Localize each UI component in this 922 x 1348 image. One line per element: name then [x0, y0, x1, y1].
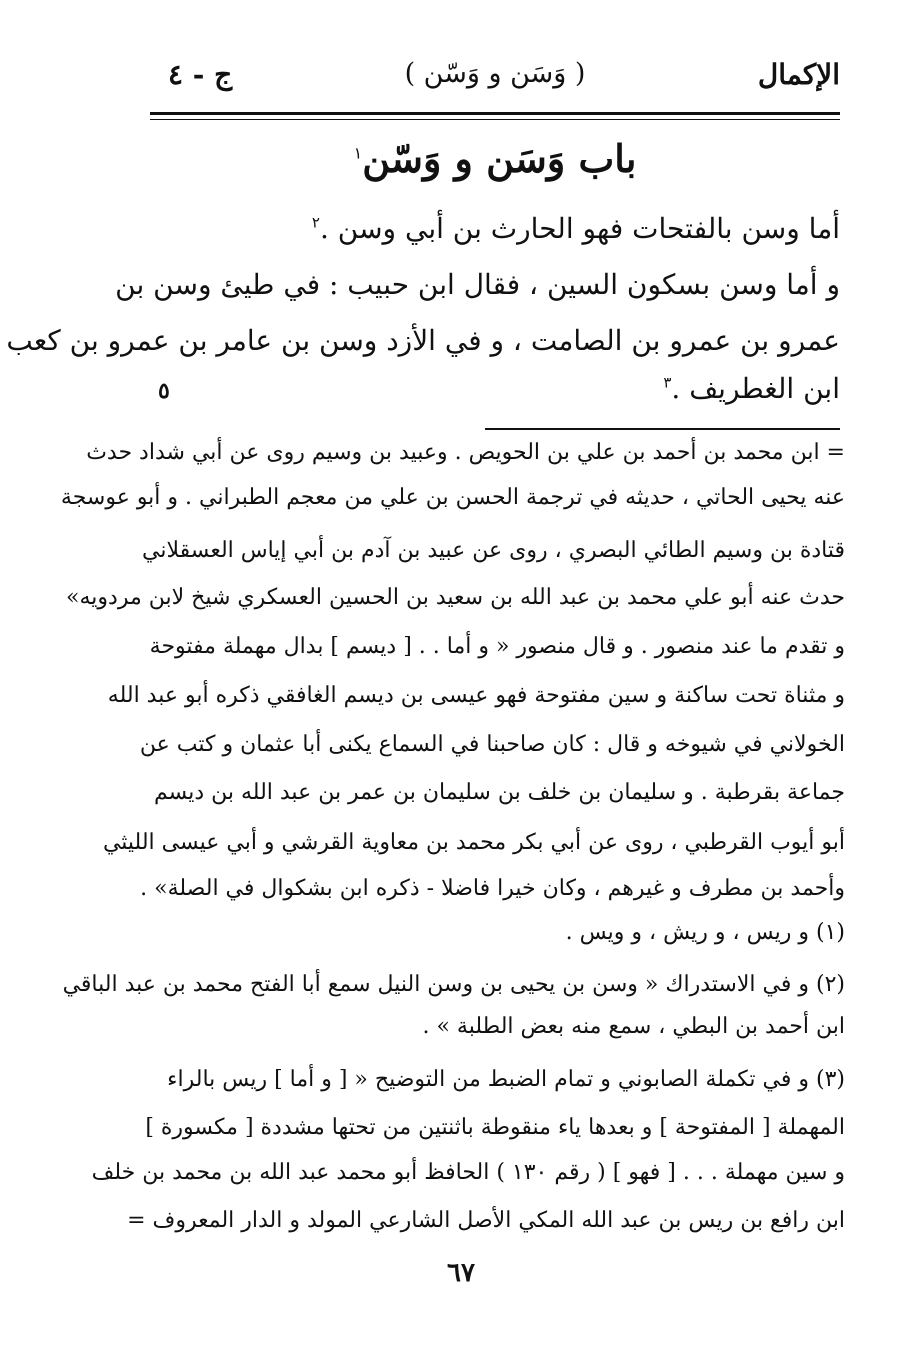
footnote-line: = ابن محمد بن أحمد بن علي بن الحويص . وعبيد بن وسيم روى عن أبي شداد حدث: [86, 440, 845, 465]
footnote-line: قتادة بن وسيم الطائي البصري ، روى عن عبيد بن آدم بن أبي إياس العسقلاني: [141, 538, 845, 563]
footnote-line: (١) و ريس ، و ريش ، و ويس .: [565, 920, 845, 945]
body-line: [115, 268, 840, 301]
body-line-text: ابن الغطريف .: [671, 372, 840, 405]
body-line-text: و أما وسن بسكون السين ، فقال ابن حبيب : في طيئ وسن بن: [115, 268, 840, 301]
body-note-mark: ٢: [311, 213, 320, 232]
footnote-line: و سين مهملة . . . [ فهو ] ( رقم ١٣٠ ) الحافظ أبو محمد عبد الله بن محمد بن خلف: [91, 1160, 845, 1185]
footnote-line: الخولاني في شيوخه و قال : كان صاحبنا في السماع يكنى أبا عثمان و كتب عن: [139, 732, 845, 757]
chapter-title-text: باب وَسَن و وَسّن: [362, 136, 637, 181]
footnote-line: حدث عنه أبو علي محمد بن عبد الله بن سعيد بن الحسين العسكري شيخ لابن مردويه»: [66, 585, 845, 610]
running-header: [150, 58, 840, 106]
chapter-note-mark: ١: [353, 143, 363, 163]
footnote-line: ابن أحمد بن البطي ، سمع منه بعض الطلبة » .: [422, 1014, 845, 1039]
footnote-line: و مثناة تحت ساكنة و سين مفتوحة فهو عيسى بن ديسم الغافقي ذكره أبو عبد الله: [107, 683, 845, 708]
body-line-text: أما وسن بالفتحات فهو الحارث بن أبي وسن .: [319, 212, 840, 245]
page-number: ٦٧: [447, 1258, 475, 1288]
header-rule-thin: [150, 119, 840, 120]
header-rule-thick: [150, 112, 840, 115]
line-number: ٥: [158, 378, 170, 404]
body-note-mark: ٣: [663, 373, 672, 392]
body-line: [6, 324, 840, 357]
footnote-separator: [485, 428, 840, 430]
footnote-line: (٢) و في الاستدراك « وسن بن يحيى بن وسن النيل سمع أبا الفتح محمد بن عبد الباقي: [62, 972, 845, 997]
footnote-line: ابن رافع بن ريس بن عبد الله المكي الأصل الشارعي المولد و الدار المعروف =: [127, 1208, 845, 1233]
footnote-line: عنه يحيى الحاتي ، حديثه في ترجمة الحسن بن علي من معجم الطبراني . و أبو عوسجة: [60, 485, 845, 510]
body-line: [175, 372, 840, 405]
footnote-line: المهملة [ المفتوحة ] و بعدها ياء منقوطة باثنتين من تحتها مشددة [ مكسورة ]: [145, 1115, 845, 1140]
header-book-title: الإكمال: [757, 58, 840, 91]
footnote-line: أبو أيوب القرطبي ، روى عن أبي بكر محمد بن معاوية القرشي و أبي عيسى الليثي: [102, 830, 845, 855]
header-section-title: ( وَسَن و وَسّن ): [404, 58, 586, 89]
chapter-title: [150, 136, 840, 181]
header-volume: ج - ٤: [168, 58, 233, 91]
footnote-line: و تقدم ما عند منصور . و قال منصور « و أما . . [ ديسم ] بدال مهملة مفتوحة: [149, 634, 845, 659]
footnote-line: (٣) و في تكملة الصابوني و تمام الضبط من التوضيح « [ و أما ] ريس بالراء: [167, 1067, 845, 1092]
footnote-line: جماعة بقرطبة . و سليمان بن خلف بن سليمان بن عمر بن عبد الله بن ديسم: [153, 780, 845, 805]
body-line-text: عمرو بن عمرو بن الصامت ، و في الأزد وسن بن عامر بن عمرو بن كعب: [6, 324, 840, 357]
footnote-line: وأحمد بن مطرف و غيرهم ، وكان خيرا فاضلا - ذكره ابن بشكوال في الصلة» .: [140, 876, 845, 901]
body-line: [175, 212, 840, 245]
